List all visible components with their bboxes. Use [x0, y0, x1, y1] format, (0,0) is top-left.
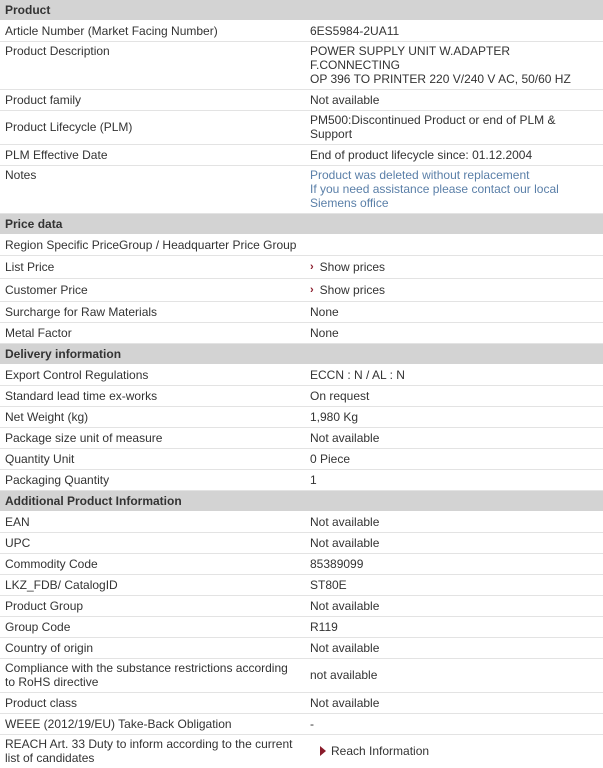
row-value: 85389099 [310, 556, 364, 571]
row-reach [0, 735, 603, 768]
label-line: Compliance with the substance restrictions according [5, 661, 288, 675]
row-value: Not available [310, 92, 380, 107]
row-value: 1 [310, 472, 317, 487]
row-label: Quantity Unit [5, 451, 75, 466]
row-label: PLM Effective Date [5, 147, 108, 162]
triangle-right-icon [320, 746, 326, 756]
row-label [0, 659, 305, 692]
description-line: OP 396 TO PRINTER 220 V/240 V AC, 50/60 HZ [310, 72, 571, 86]
row-lead-time [0, 386, 603, 407]
row-value [305, 279, 603, 301]
row-quantity-unit [0, 449, 603, 470]
row-label: Product family [5, 92, 82, 107]
row-label: Notes [5, 168, 37, 182]
row-package-size [0, 428, 603, 449]
row-customer-price [0, 279, 603, 302]
row-packaging-quantity [0, 470, 603, 491]
row-label: WEEE (2012/19/EU) Take-Back Obligation [5, 716, 232, 731]
link-label: Show prices [319, 259, 386, 274]
show-prices-link[interactable] [310, 283, 599, 297]
row-label: EAN [5, 514, 30, 529]
chevron-right-icon: › [310, 283, 314, 296]
row-label: Packaging Quantity [5, 472, 110, 487]
row-value: End of product lifecycle since: 01.12.2004 [310, 147, 533, 162]
row-plm-effective-date [0, 145, 603, 166]
label-line: REACH Art. 33 Duty to inform according to the current [5, 737, 293, 751]
row-list-price [0, 256, 603, 279]
row-catalog-id [0, 575, 603, 596]
row-metal-factor [0, 323, 603, 344]
row-product-family [0, 90, 603, 111]
row-product-description [0, 42, 603, 90]
row-value: R119 [310, 619, 338, 634]
row-value: Not available [310, 430, 380, 445]
row-label: Customer Price [5, 282, 88, 297]
section-header-product: Product [0, 0, 603, 21]
row-value: Not available [310, 640, 380, 655]
row-product-lifecycle [0, 111, 603, 145]
row-value [305, 166, 603, 213]
row-label: LKZ_FDB/ CatalogID [5, 577, 118, 592]
row-value [305, 42, 603, 89]
notes-line: Siemens office [310, 196, 389, 210]
notes-line: Product was deleted without replacement [310, 168, 530, 182]
section-header-delivery: Delivery information [0, 344, 603, 365]
row-value: Not available [310, 695, 380, 710]
row-value [305, 256, 603, 278]
row-product-group [0, 596, 603, 617]
row-commodity-code [0, 554, 603, 575]
row-value: Not available [310, 598, 380, 613]
row-export-control [0, 365, 603, 386]
row-weee [0, 714, 603, 735]
row-label: List Price [5, 259, 55, 274]
section-header-price: Price data [0, 214, 603, 235]
show-prices-link[interactable] [310, 260, 599, 274]
row-value: On request [310, 388, 370, 403]
reach-information-link[interactable] [320, 744, 599, 758]
row-article-number [0, 21, 603, 42]
row-value: ST80E [310, 577, 347, 592]
row-country-of-origin [0, 638, 603, 659]
notes-line: If you need assistance please contact our local [310, 182, 559, 196]
row-group-code [0, 617, 603, 638]
row-label: Export Control Regulations [5, 367, 149, 382]
section-header-additional: Additional Product Information [0, 491, 603, 512]
label-line: to RoHS directive [5, 675, 99, 689]
row-region-price-group [0, 235, 603, 256]
row-value: 0 Piece [310, 451, 351, 466]
row-label: Product Description [5, 44, 110, 58]
row-surcharge [0, 302, 603, 323]
row-label: Net Weight (kg) [5, 409, 89, 424]
row-label: Product Lifecycle (PLM) [5, 120, 133, 134]
row-value: Not available [310, 535, 380, 550]
row-label: Metal Factor [5, 325, 72, 340]
row-product-class [0, 693, 603, 714]
row-label: Commodity Code [5, 556, 98, 571]
row-value: None [310, 304, 339, 319]
row-label: Article Number (Market Facing Number) [5, 23, 218, 38]
link-label: Show prices [319, 282, 386, 297]
row-value: ECCN : N / AL : N [310, 367, 405, 382]
row-net-weight [0, 407, 603, 428]
row-label [0, 735, 305, 768]
row-label: Group Code [5, 619, 71, 634]
row-label: Surcharge for Raw Materials [5, 304, 158, 319]
link-label: Reach Information [331, 744, 430, 758]
row-label: Product Group [5, 598, 84, 613]
description-line: POWER SUPPLY UNIT W.ADAPTER F.CONNECTING [310, 44, 511, 72]
row-value: not available [310, 668, 378, 682]
row-value: None [310, 325, 339, 340]
label-line: list of candidates [5, 751, 95, 765]
row-ean [0, 512, 603, 533]
row-rohs-compliance [0, 659, 603, 693]
row-label: UPC [5, 535, 31, 550]
row-label: Standard lead time ex-works [5, 388, 158, 403]
chevron-right-icon: › [310, 260, 314, 273]
row-value: Not available [310, 514, 380, 529]
row-value: 6ES5984-2UA11 [310, 23, 400, 38]
row-label: Country of origin [5, 640, 94, 655]
row-value: 1,980 Kg [310, 409, 359, 424]
row-upc [0, 533, 603, 554]
row-label: Package size unit of measure [5, 430, 163, 445]
row-value: PM500:Discontinued Product or end of PLM & Support [310, 113, 556, 141]
row-value: - [310, 716, 314, 731]
row-notes [0, 166, 603, 214]
row-label: Product class [5, 695, 78, 710]
row-label: Region Specific PriceGroup / Headquarter Price Group [5, 237, 297, 252]
row-value [305, 735, 603, 768]
